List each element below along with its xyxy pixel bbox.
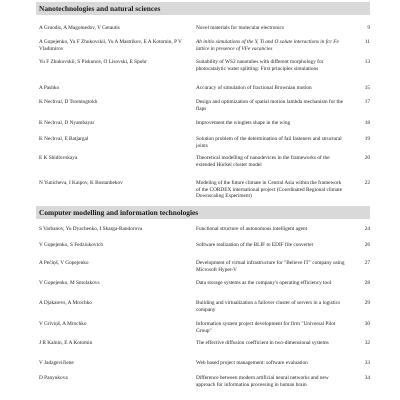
entry-authors: A Pečiņš, V Gopejenko (39, 260, 89, 266)
entry-authors: V Gopejenko, M Smolakovs (39, 280, 100, 286)
entry-title: Design and optimization of spatial motion lambda mechanism for the flaps (196, 99, 343, 112)
entry-page-number: 28 (364, 280, 370, 286)
entry-page-number: 22 (364, 180, 370, 186)
entry-authors: K Nechval, E Batjargal (39, 136, 89, 142)
entry-page-number: 34 (364, 375, 370, 381)
entry-title: Improvement the winglets shape in the wing (196, 120, 291, 126)
entry-title: Novel materials for molecular electronics (196, 25, 284, 31)
entry-page-number: 32 (364, 340, 370, 346)
entry-title: Difference between modern artificial neural networks and new approach for information processing in human brain (196, 375, 329, 388)
entry-page-number: 29 (364, 300, 370, 306)
entry-page-number: 13 (364, 59, 370, 65)
entry-page-number: 24 (364, 226, 370, 232)
entry-authors: A Gruodis, A Magomedov, V Getautis (39, 25, 120, 31)
entry-title: Functional structure of autonomous intelligent agent (196, 226, 308, 232)
entry-title: Ab initio simulations of the Y, Ti and O solute interactions in fcc Fe lattice in presence of VFe vacancies (196, 39, 339, 52)
entry-title: Information system project development for firm "Universal Pilot Group" (196, 321, 336, 334)
entry-title: Software realization of the BLIF to EDIF file converter (196, 242, 314, 248)
entry-authors: S Varbanov, Yu Dyachenko, I Skarga-Bandorova (39, 226, 143, 232)
entry-page-number: 20 (364, 155, 370, 161)
entry-authors: V Gopejenko, S Fedziukovich (39, 242, 104, 248)
entry-page-number: 17 (364, 99, 370, 105)
entry-authors: A Gopejenko, Yu F Zhukovskii, Yu A Mastrikov, E A Kotomin, P V Vladimirov (39, 39, 182, 52)
entry-page-number: 30 (364, 321, 370, 327)
section-heading: Nanotechnologies and natural sciences (36, 2, 370, 15)
entry-title: Solution problem of the determination of fail fasteners and structural joints (196, 136, 342, 149)
entry-authors: A Djakarevs, A Mrochko (39, 300, 92, 306)
entry-title: Web based project management: software evaluation (196, 360, 308, 366)
entry-page-number: 18 (364, 120, 370, 126)
entry-authors: V Grīviņš, A Mrochko (39, 321, 87, 327)
entry-title: Data storage systems as the company's operating efficiency tool (196, 280, 332, 286)
entry-authors: Yu F Zhukovskii, S Piskunov, O Lisovski, E Spohr (39, 59, 147, 65)
entry-authors: K Nechval, D Tsrentogtokh (39, 99, 98, 105)
entry-authors: E K Shidlovskaya (39, 155, 78, 161)
entry-title: Theoretical modelling of nanodevices in the frameworks of the extended Hückel cluster model (196, 155, 330, 168)
entry-authors: D Panyukova (39, 375, 68, 381)
entry-page-number: 15 (364, 85, 370, 91)
entry-authors: N Yunicheva, I Kaipov, K Bostanbekov (39, 180, 123, 186)
entry-page-number: 33 (364, 360, 370, 366)
entry-title: The effective diffusion coefficient in two-dimensional systems (196, 340, 329, 346)
entry-page-number: 19 (364, 136, 370, 142)
entry-authors: J R Kalnin, E A Kotomin (39, 340, 93, 346)
entry-authors: A Pashko (39, 85, 60, 91)
entry-title: Suitability of WS2 nanotubes with different morphology for photocatalytic water splitting: First principles simulations (196, 59, 324, 72)
entry-page-number: 26 (364, 242, 370, 248)
entry-title: Building and virtualization a failover cluster of servers in a logistics company (196, 300, 341, 313)
entry-authors: K Nechval, D Nyambayar (39, 120, 95, 126)
entry-page-number: 11 (364, 39, 370, 45)
entry-authors: V Jadzgevičiene (39, 360, 74, 366)
section-heading: Computer modelling and information technologies (36, 206, 370, 219)
entry-title: Modeling of the future climate in Central Asia within the framework of the CORDEX international project (Coordinated Regional climate Downscaling Experiment) (196, 180, 343, 200)
entry-title: Development of virtual infrastructure for "Believe IT" company using Microsoft Hyper-V (196, 260, 345, 273)
entry-title: Accuracy of simulation of fractional Brownian motion (196, 85, 312, 91)
entry-page-number: 9 (367, 25, 370, 31)
entry-page-number: 27 (364, 260, 370, 266)
